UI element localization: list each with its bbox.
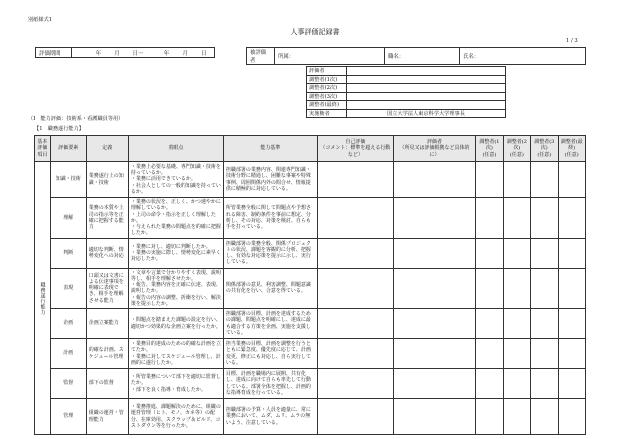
adj1-input[interactable] xyxy=(476,399,503,435)
table-row xyxy=(35,238,586,268)
table-row xyxy=(35,369,586,399)
perspective-item: ・所管業務について部下を適切に監督したか。 xyxy=(130,374,221,387)
implementer-role: 実施権者 xyxy=(307,109,347,118)
element-cell: 判断 xyxy=(50,238,86,268)
adjuster-final-role: 調整者(最終) xyxy=(307,101,347,110)
adj3-input[interactable] xyxy=(531,339,558,369)
post-label: 職名： xyxy=(388,54,405,60)
adj2-title: 調整者(2次) xyxy=(506,139,527,152)
perspective-item: ・業務に対し、適切に判断したか。 xyxy=(130,243,211,250)
element-cell: 計画 xyxy=(50,339,86,369)
table-row xyxy=(35,268,586,309)
self-eval-subtitle: （コメント：標準を超える行動など） xyxy=(320,145,391,158)
perspective-cell xyxy=(128,162,223,198)
header-standard: 能力基準 xyxy=(223,136,317,162)
adjuster3-value[interactable] xyxy=(347,92,506,101)
evaluatee-table xyxy=(246,47,586,65)
header-adj3 xyxy=(531,136,558,162)
name-label: 氏名： xyxy=(463,54,480,60)
adj1-input[interactable] xyxy=(476,198,503,239)
adj2-input[interactable] xyxy=(503,399,530,435)
perspective-item: ・報告の内容の調整、折衝を行い、解決策を提示したか。 xyxy=(130,294,221,307)
evaluator-role: 評価者 xyxy=(307,67,347,76)
perspective-item: ・業務推進、課題解決のために、組織の運営管理（ヒト、モノ、カネ等）の配分、在庫効用、スクラップ＆ビルド、コストダウン等を行ったか。 xyxy=(130,404,221,429)
evaluator-value[interactable] xyxy=(347,67,506,76)
evaluator-input[interactable] xyxy=(393,162,475,198)
self-eval-input[interactable] xyxy=(317,198,393,239)
standard-cell: 目標、計画を職場内に展開、共有化し、達成に向けて自らも率先して行動している。部署全体を把握し、計画的な指導育成を行っている。 xyxy=(223,369,317,399)
standard-cell: 担職部署の業務内容、関連専門知識・技術分野に精通し、困難な事案や特殊事例、周囲関係内外の問合せ、情報提供に積極的に対応している。 xyxy=(223,162,317,198)
period-day-start[interactable]: 日～ xyxy=(132,50,144,57)
adj2-input[interactable] xyxy=(503,369,530,399)
adj-final-input[interactable] xyxy=(558,309,586,339)
perspective-item: ・上司の命令・指示を正しく理解したか。 xyxy=(130,211,216,224)
evaluators-table xyxy=(306,66,506,118)
standard-cell: 担職部署の業務全般、関係プロジェクトの状況、課題を客観的に分析、把握し、有効な対応策を提示に示し、実行している。 xyxy=(223,238,317,268)
perspective-cell xyxy=(128,268,223,309)
evaluator-input[interactable] xyxy=(393,369,475,399)
self-eval-input[interactable] xyxy=(317,309,393,339)
perspective-cell xyxy=(128,339,223,369)
perspective-item: ・業務に活用できているか。 xyxy=(130,176,196,183)
header-basic-item: 基本評価項目 xyxy=(35,136,51,162)
definition-cell: 組織の運営・管理能力 xyxy=(86,399,128,435)
adj1-input[interactable] xyxy=(476,309,503,339)
form-number: 別紙様式1 xyxy=(28,17,53,23)
perspective-item: ・業務の実施に際し、情勢変化に素早く対応したか。 xyxy=(130,249,221,263)
standard-cell: 担職部署の予算・人員を適量に、常に業務において、ムダ、ムリ、ムラの無いよう、注意している。 xyxy=(223,399,317,435)
perspective-cell xyxy=(128,309,223,339)
adj3-input[interactable] xyxy=(531,268,558,309)
perspective-cell xyxy=(128,198,223,239)
evaluator-input[interactable] xyxy=(393,309,475,339)
adj-final-input[interactable] xyxy=(558,198,586,239)
header-adj2 xyxy=(503,136,530,162)
table-row xyxy=(35,309,586,339)
implementer-value: 国立大学法人東京科学大学理事長 xyxy=(347,109,506,118)
adj1-input[interactable] xyxy=(476,268,503,309)
adj-final-input[interactable] xyxy=(558,369,586,399)
evaluator-input[interactable] xyxy=(393,339,475,369)
adj-final-input[interactable] xyxy=(558,399,586,435)
adj3-input[interactable] xyxy=(531,369,558,399)
self-eval-input[interactable] xyxy=(317,268,393,309)
adj1-input[interactable] xyxy=(476,238,503,268)
adj1-optional: (任意) xyxy=(482,151,497,158)
header-evaluator xyxy=(393,136,475,162)
header-element: 評価要素 xyxy=(50,136,86,162)
self-eval-input[interactable] xyxy=(317,339,393,369)
header-perspective: 着眼点 xyxy=(128,136,223,162)
adj1-title: 調整者(1次) xyxy=(479,139,500,152)
adjuster3-role: 調整者(3次) xyxy=(307,92,347,101)
adj-final-optional: (任意) xyxy=(564,151,579,158)
evaluatee-label: 被評価者 xyxy=(247,48,275,65)
evaluator-input[interactable] xyxy=(393,399,475,435)
adjuster1-role: 調整者(1次) xyxy=(307,75,347,84)
perspective-item: ・社会人としての一般的知識を持っているか。 xyxy=(130,182,221,195)
adj-final-title: 調整者(最終) xyxy=(560,139,583,152)
element-cell: 管理 xyxy=(50,399,86,435)
evaluator-title: 評価者 xyxy=(427,139,443,146)
perspective-item: ・部下を良く指導・育成したか。 xyxy=(130,386,206,393)
ability-evaluation-table xyxy=(34,135,586,435)
adj2-input[interactable] xyxy=(503,268,530,309)
adjuster-final-value[interactable] xyxy=(347,101,506,110)
adjuster1-value[interactable] xyxy=(347,75,506,84)
standard-cell: 所管業務全般に関して問題点や予想される障害、制約条件を事前に想定、分析し、その対応、対策を検討、自らも手を打っている。 xyxy=(223,198,317,239)
header-self-eval xyxy=(317,136,393,162)
perspective-item: ・業務目的達成のための的確な計画を立てたか。 xyxy=(130,341,221,354)
adj-final-input[interactable] xyxy=(558,238,586,268)
standard-cell: 担職部署の目標、計画を達成するための課題、問題点を明確にし、達成に最も適合する方策を企画、実施を支援している。 xyxy=(223,309,317,339)
evaluator-subtitle: （所見又は評価根拠など具体的に） xyxy=(399,145,470,158)
page-number: 1 / 3 xyxy=(566,38,578,44)
evaluation-period-table xyxy=(35,47,215,58)
section-heading: （Ⅰ 能力評価：技術系・看護職員等用） xyxy=(28,116,124,122)
definition-cell: 業務遂行上の知識・技術 xyxy=(86,162,128,198)
perspective-item: ・業務に対してスケジュール管理し、計画的に遂行したか。 xyxy=(130,353,221,366)
perspective-item: ・業務の状況を、正しく、かつ速やかに理解しているか。 xyxy=(130,199,221,212)
perspective-cell xyxy=(128,369,223,399)
element-cell: 企画 xyxy=(50,309,86,339)
definition-cell: 企画立案能力 xyxy=(86,309,128,339)
affiliation-field[interactable] xyxy=(275,48,385,65)
period-year-start[interactable]: 年 xyxy=(95,50,101,57)
definition-cell: 適切な判断、情勢変化への対応 xyxy=(86,238,128,268)
period-day-end[interactable]: 日 xyxy=(201,50,207,57)
adj2-optional: (任意) xyxy=(509,151,524,158)
period-month-start[interactable]: 月 xyxy=(114,50,120,57)
adj3-input[interactable] xyxy=(531,399,558,435)
self-eval-input[interactable] xyxy=(317,399,393,435)
element-cell: 理解 xyxy=(50,198,86,239)
self-eval-input[interactable] xyxy=(317,162,393,198)
self-eval-input[interactable] xyxy=(317,238,393,268)
adj3-title: 調整者(3次) xyxy=(534,139,555,152)
standard-cell: 担当業務の目標、計画を調整を行うとともに緊急度、優先度に応じて、計画変更、修正にも対応し、自ら実行している。 xyxy=(223,339,317,369)
element-cell: 監督 xyxy=(50,369,86,399)
perspective-item: ・与えられた業務の問題点を的確に把握したか。 xyxy=(130,224,221,237)
definition-cell: 的確な計画、スケジュール管理 xyxy=(86,339,128,369)
perspective-cell xyxy=(128,399,223,435)
definition-cell: 業務の本質や上司の指示等を正確に把握する能力 xyxy=(86,198,128,239)
adj2-input[interactable] xyxy=(503,198,530,239)
category-cell xyxy=(35,162,51,435)
adj2-input[interactable] xyxy=(503,339,530,369)
adj-final-input[interactable] xyxy=(558,162,586,198)
definition-cell: 部下の監督 xyxy=(86,369,128,399)
adj2-input[interactable] xyxy=(503,309,530,339)
adj1-input[interactable] xyxy=(476,369,503,399)
period-year-end[interactable]: 年 xyxy=(163,50,170,57)
perspective-item: ・文章や言葉で分かりやすく表現、説明等し、相手を理解させたか。 xyxy=(130,269,221,282)
header-adj1 xyxy=(476,136,503,162)
element-cell: 知識・技術 xyxy=(50,162,86,198)
post-field[interactable] xyxy=(385,48,460,65)
adj3-input[interactable] xyxy=(531,309,558,339)
adj3-input[interactable] xyxy=(531,162,558,198)
perspective-item: ・問題点を踏まえた課題の設定を行い、適切かつ効果的な企画立案を行ったか。 xyxy=(130,317,221,330)
period-label: 評価期間 xyxy=(36,48,72,58)
self-eval-title: 自己評価 xyxy=(345,139,366,146)
adjuster2-role: 調整者(2次) xyxy=(307,84,347,93)
adj3-input[interactable] xyxy=(531,238,558,268)
adj3-optional: (任意) xyxy=(537,151,552,158)
element-cell: 表現 xyxy=(50,268,86,309)
evaluator-input[interactable] xyxy=(393,198,475,239)
standard-cell: 関係部署の意見、利害調整、問題意識の共有化を行い、合意を得ている。 xyxy=(223,268,317,309)
affiliation-label: 所属： xyxy=(278,54,295,60)
document-title: 人事評価記録書 xyxy=(290,28,340,36)
adjuster2-value[interactable] xyxy=(347,84,506,93)
evaluator-input[interactable] xyxy=(393,268,475,309)
table-row xyxy=(35,399,586,435)
category-label: 職務遂行能力 xyxy=(39,281,46,315)
adj1-input[interactable] xyxy=(476,162,503,198)
period-month-end[interactable]: 月 xyxy=(182,50,188,57)
table-row xyxy=(35,198,586,239)
header-definition: 定義 xyxy=(86,136,128,162)
adj2-input[interactable] xyxy=(503,162,530,198)
adj3-input[interactable] xyxy=(531,198,558,239)
adj-final-input[interactable] xyxy=(558,268,586,309)
name-field[interactable] xyxy=(460,48,586,65)
definition-cell: 口頭又は文書による伝達事項を明確に表現でき、相手を理解させる能力 xyxy=(86,268,128,309)
adj2-input[interactable] xyxy=(503,238,530,268)
perspective-item: ・報告、業務内容を正確に伝達、表現、説明したか。 xyxy=(130,282,221,295)
subsection-heading: 【1 職務遂行能力】 xyxy=(34,126,84,132)
evaluator-input[interactable] xyxy=(393,238,475,268)
perspective-item: ・業務上必要な基礎、専門知識・技術を持っているか。 xyxy=(130,163,221,177)
table-row xyxy=(35,162,586,198)
perspective-cell xyxy=(128,238,223,268)
table-row xyxy=(35,339,586,369)
adj1-input[interactable] xyxy=(476,339,503,369)
adj-final-input[interactable] xyxy=(558,339,586,369)
header-adj-final xyxy=(558,136,586,162)
self-eval-input[interactable] xyxy=(317,369,393,399)
